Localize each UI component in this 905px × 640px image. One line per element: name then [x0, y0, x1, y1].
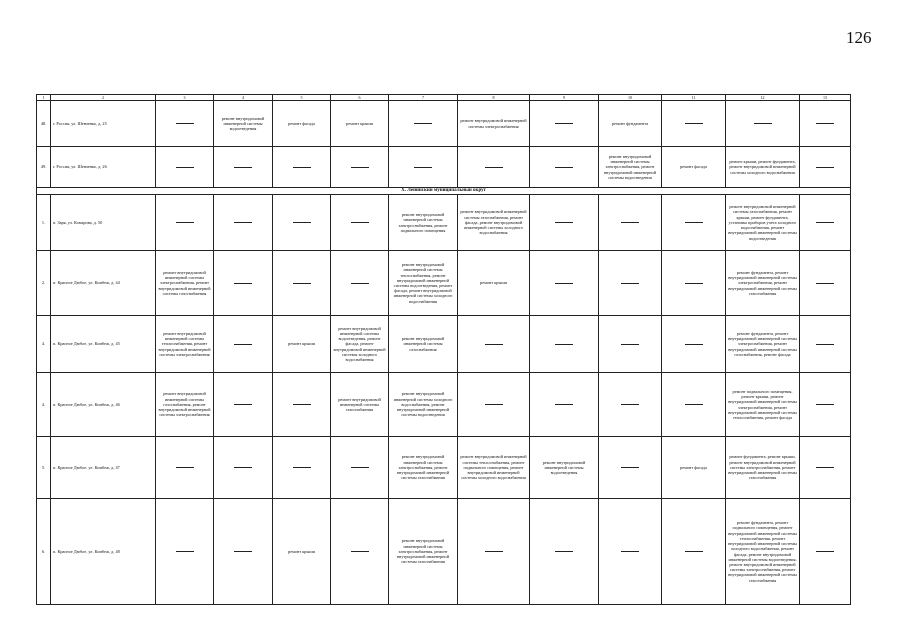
work-cell	[214, 316, 273, 373]
address-cell: г. Россия, ул. Шевченко, д. 25	[51, 101, 156, 147]
work-cell	[273, 437, 331, 499]
dash-mark	[816, 404, 834, 405]
dash-mark	[816, 551, 834, 552]
work-cell: ремонт подвального помещения, ремонт крыши, ремонт внутридомовой инженерной системы электроснабжения, ремонт внутридомовой инженерной системы теплоснабжения, ремонт фасада	[726, 373, 800, 437]
dash-mark	[621, 222, 639, 223]
work-cell: ремонт внутридомовой инженерной системы электроснабжения, ремонт внутридомовой инженерной системы водоотведения	[599, 147, 662, 188]
dash-mark	[351, 551, 369, 552]
dash-mark	[621, 283, 639, 284]
dash-mark	[555, 551, 573, 552]
work-cell: ремонт внутридомовой инженерной системы электроснабжения, ремонт внутридомовой инженерной системы газоснабжения	[156, 251, 214, 316]
dash-mark	[555, 222, 573, 223]
work-cell: ремонт внутридомовой инженерной системы газоснабжения, ремонт внутридомовой инженерной системы электроснабжения	[156, 373, 214, 437]
dash-mark	[555, 123, 573, 124]
work-cell	[273, 147, 331, 188]
dash-mark	[293, 467, 311, 468]
work-cell	[599, 373, 662, 437]
work-cell	[800, 437, 851, 499]
dash-mark	[816, 283, 834, 284]
column-number-cell: 9	[530, 95, 599, 101]
table-row	[37, 437, 851, 499]
table-row	[37, 195, 851, 251]
work-cell	[530, 147, 599, 188]
table-row	[37, 147, 851, 188]
page-number: 126	[846, 28, 872, 47]
work-cell: ремонт внутридомовой инженерной системы газоснабжения	[331, 373, 389, 437]
dash-mark	[685, 551, 703, 552]
work-cell: ремонт внутридомовой инженерной системы водоотведения, ремонт фасада, ремонт внутридомовой инженерной системы холодного водоснабжения	[331, 316, 389, 373]
dash-mark	[351, 222, 369, 223]
work-cell: ремонт внутридомовой инженерной системы электроснабжения, ремонт внутридомовой инженерной системы газоснабжения	[389, 499, 458, 605]
work-cell	[662, 251, 726, 316]
work-cell	[662, 101, 726, 147]
table-row	[37, 373, 851, 437]
work-cell: ремонт внутридомовой инженерной системы теплоснабжения, ремонт подвального помещения, ремонт внутридомовой инженерной системы холодного водоснабжения	[458, 437, 530, 499]
work-cell: ремонт внутридомовой инженерной системы газоснабжения, ремонт крыши, ремонт фундамента, установка приборов учета холодного водоснабжения, ремонт внутридомовой инженерной системы водоотведения	[726, 195, 800, 251]
dash-mark	[816, 222, 834, 223]
row-number-cell: 49.	[37, 147, 51, 188]
column-number-cell: 2	[51, 95, 156, 101]
address-cell: п. Красное Дюбое, ул. Комбеж, д. 46	[51, 373, 156, 437]
dash-mark	[351, 467, 369, 468]
dash-mark	[621, 551, 639, 552]
work-cell	[800, 195, 851, 251]
column-number-cell: 6	[331, 95, 389, 101]
address-cell: п. Красное Дюбое, ул. Комбеж, д. 45	[51, 316, 156, 373]
dash-mark	[816, 167, 834, 168]
work-cell	[389, 147, 458, 188]
work-cell	[662, 316, 726, 373]
work-cell	[331, 195, 389, 251]
work-cell: ремонт фасада	[662, 437, 726, 499]
work-cell	[273, 251, 331, 316]
work-cell: ремонт внутридомовой инженерной системы теплоснабжения, ремонт внутридомовой инженерной системы водоотведения, ремонт фасада, ремонт внутридомовой инженерной системы холодного водоснабжения	[389, 251, 458, 316]
work-cell	[214, 195, 273, 251]
work-cell: ремонт крыши	[331, 101, 389, 147]
work-cell	[599, 316, 662, 373]
work-cell: ремонт фундамента, ремонт внутридомовой инженерной системы электроснабжения, ремонт внутридомовой инженерной системы газоснабжения, ремонт фасада	[726, 316, 800, 373]
work-cell	[458, 499, 530, 605]
dash-mark	[754, 123, 772, 124]
address-cell: п. Заря, ул. Комарова, д. 50	[51, 195, 156, 251]
dash-mark	[176, 551, 194, 552]
row-number-cell: 4.	[37, 316, 51, 373]
dash-mark	[293, 404, 311, 405]
district-row	[37, 188, 851, 195]
dash-mark	[685, 404, 703, 405]
dash-mark	[293, 222, 311, 223]
capital-repair-table	[36, 94, 851, 605]
work-cell: ремонт крыши	[273, 316, 331, 373]
address-cell: г. Россия, ул. Шевченко, д. 26	[51, 147, 156, 188]
work-cell	[214, 251, 273, 316]
dash-mark	[234, 551, 252, 552]
work-cell	[662, 499, 726, 605]
dash-mark	[685, 344, 703, 345]
district-title: X. Ленинский муниципальный округ	[37, 188, 851, 195]
work-cell: ремонт внутридомовой инженерной системы водоотведения	[214, 101, 273, 147]
dash-mark	[485, 404, 503, 405]
work-cell: ремонт внутридомовой инженерной системы газоснабжения	[389, 316, 458, 373]
work-cell	[800, 316, 851, 373]
work-cell: ремонт крыши, ремонт фундамента, ремонт внутридомовой инженерной системы холодного водоснабжения	[726, 147, 800, 188]
row-number-cell: 6.	[37, 499, 51, 605]
dash-mark	[685, 123, 703, 124]
work-cell	[726, 101, 800, 147]
dash-mark	[351, 283, 369, 284]
dash-mark	[234, 283, 252, 284]
work-cell: ремонт крыши	[458, 251, 530, 316]
work-cell	[156, 437, 214, 499]
column-number-cell: 8	[458, 95, 530, 101]
dash-mark	[293, 283, 311, 284]
work-cell	[599, 251, 662, 316]
row-number-cell: 5.	[37, 437, 51, 499]
work-cell	[458, 373, 530, 437]
work-cell: ремонт внутридомовой инженерной системы электроснабжения	[458, 101, 530, 147]
row-number-cell: 2.	[37, 251, 51, 316]
dash-mark	[414, 167, 432, 168]
work-cell: ремонт фундамента, ремонт крыши, ремонт внутридомовой инженерной системы электроснабжения, ремонт внутридомовой инженерной системы газоснабжения	[726, 437, 800, 499]
dash-mark	[176, 123, 194, 124]
dash-mark	[555, 283, 573, 284]
column-number-cell: 11	[662, 95, 726, 101]
dash-mark	[485, 167, 503, 168]
dash-mark	[485, 551, 503, 552]
work-cell	[662, 373, 726, 437]
dash-mark	[234, 222, 252, 223]
work-cell	[273, 373, 331, 437]
work-cell	[530, 373, 599, 437]
work-cell	[273, 195, 331, 251]
work-cell	[214, 147, 273, 188]
row-number-cell: 4.	[37, 373, 51, 437]
dash-mark	[234, 344, 252, 345]
work-cell	[331, 251, 389, 316]
dash-mark	[621, 344, 639, 345]
work-cell	[331, 147, 389, 188]
work-cell	[800, 147, 851, 188]
dash-mark	[555, 404, 573, 405]
work-cell: ремонт внутридомовой инженерной системы холодного водоснабжения, ремонт внутридомовой инженерной системы водоотведения	[389, 373, 458, 437]
work-cell: ремонт фасада	[273, 101, 331, 147]
work-cell	[214, 499, 273, 605]
dash-mark	[685, 283, 703, 284]
work-cell	[599, 499, 662, 605]
row-number-cell: 1.	[37, 195, 51, 251]
work-cell	[156, 499, 214, 605]
dash-mark	[816, 123, 834, 124]
work-cell	[156, 195, 214, 251]
dash-mark	[234, 167, 252, 168]
work-cell	[530, 316, 599, 373]
work-cell	[214, 437, 273, 499]
work-cell	[331, 499, 389, 605]
work-cell	[458, 147, 530, 188]
column-number-cell: 10	[599, 95, 662, 101]
work-cell	[530, 499, 599, 605]
dash-mark	[293, 167, 311, 168]
dash-mark	[234, 404, 252, 405]
work-cell: ремонт внутридомовой инженерной системы теплоснабжения, ремонт внутридомовой инженерной системы электроснабжения	[156, 316, 214, 373]
work-cell: ремонт фундамента	[599, 101, 662, 147]
work-cell	[800, 499, 851, 605]
dash-mark	[555, 167, 573, 168]
work-cell: ремонт внутридомовой инженерной системы электроснабжения, ремонт внутридомовой инженерной системы газоснабжения	[389, 437, 458, 499]
work-cell	[530, 251, 599, 316]
dash-mark	[685, 222, 703, 223]
dash-mark	[234, 467, 252, 468]
work-cell	[156, 147, 214, 188]
work-cell	[530, 101, 599, 147]
table-row	[37, 101, 851, 147]
work-cell	[800, 251, 851, 316]
column-number-cell: 12	[726, 95, 800, 101]
address-cell: п. Красное Дюбое, ул. Комбеж, д. 48	[51, 499, 156, 605]
column-number-cell: 4	[214, 95, 273, 101]
dash-mark	[555, 344, 573, 345]
work-cell	[530, 195, 599, 251]
work-cell	[389, 101, 458, 147]
row-number-cell: 48.	[37, 101, 51, 147]
column-number-cell: 5	[273, 95, 331, 101]
dash-mark	[621, 467, 639, 468]
dash-mark	[816, 467, 834, 468]
dash-mark	[485, 344, 503, 345]
column-number-cell: 1	[37, 95, 51, 101]
table-row	[37, 499, 851, 605]
work-cell: ремонт внутридомовой инженерной системы газоснабжения, ремонт фасада, ремонт внутридомовой инженерной системы холодного водоснабжения	[458, 195, 530, 251]
dash-mark	[176, 222, 194, 223]
work-cell	[800, 373, 851, 437]
work-cell: ремонт внутридомовой инженерной системы водоотведения	[530, 437, 599, 499]
work-cell	[156, 101, 214, 147]
work-cell: ремонт внутридомовой инженерной системы электроснабжения, ремонт подвального помещения	[389, 195, 458, 251]
table-row	[37, 251, 851, 316]
dash-mark	[176, 167, 194, 168]
dash-mark	[176, 467, 194, 468]
dash-mark	[621, 404, 639, 405]
dash-mark	[351, 167, 369, 168]
dash-mark	[414, 123, 432, 124]
work-cell	[599, 437, 662, 499]
work-cell: ремонт крыши	[273, 499, 331, 605]
work-cell	[214, 373, 273, 437]
dash-mark	[816, 344, 834, 345]
column-number-cell: 13	[800, 95, 851, 101]
address-cell: п. Красное Дюбое, ул. Комбеж, д. 47	[51, 437, 156, 499]
address-cell: п. Красное Дюбое, ул. Комбеж, д. 44	[51, 251, 156, 316]
work-cell: ремонт фундамента, ремонт внутридомовой инженерной системы электроснабжения, ремонт внутридомовой инженерной системы газоснабжения	[726, 251, 800, 316]
work-cell	[331, 437, 389, 499]
work-cell	[599, 195, 662, 251]
table-row	[37, 316, 851, 373]
column-number-cell: 3	[156, 95, 214, 101]
work-cell	[800, 101, 851, 147]
work-cell	[662, 195, 726, 251]
work-cell: ремонт фундамента, ремонт подвального помещения, ремонт внутридомовой инженерной системы теплоснабжения, ремонт внутридомовой инженерной системы холодного водоснабжения, ремонт фасада, ремонт внутридомовой инженерной системы водоотведения, ремонт внутридомовой инженерной системы электроснабжения, ремонт внутридомовой инженерной системы газоснабжения	[726, 499, 800, 605]
work-cell	[458, 316, 530, 373]
work-cell: ремонт фасада	[662, 147, 726, 188]
column-number-cell: 7	[389, 95, 458, 101]
